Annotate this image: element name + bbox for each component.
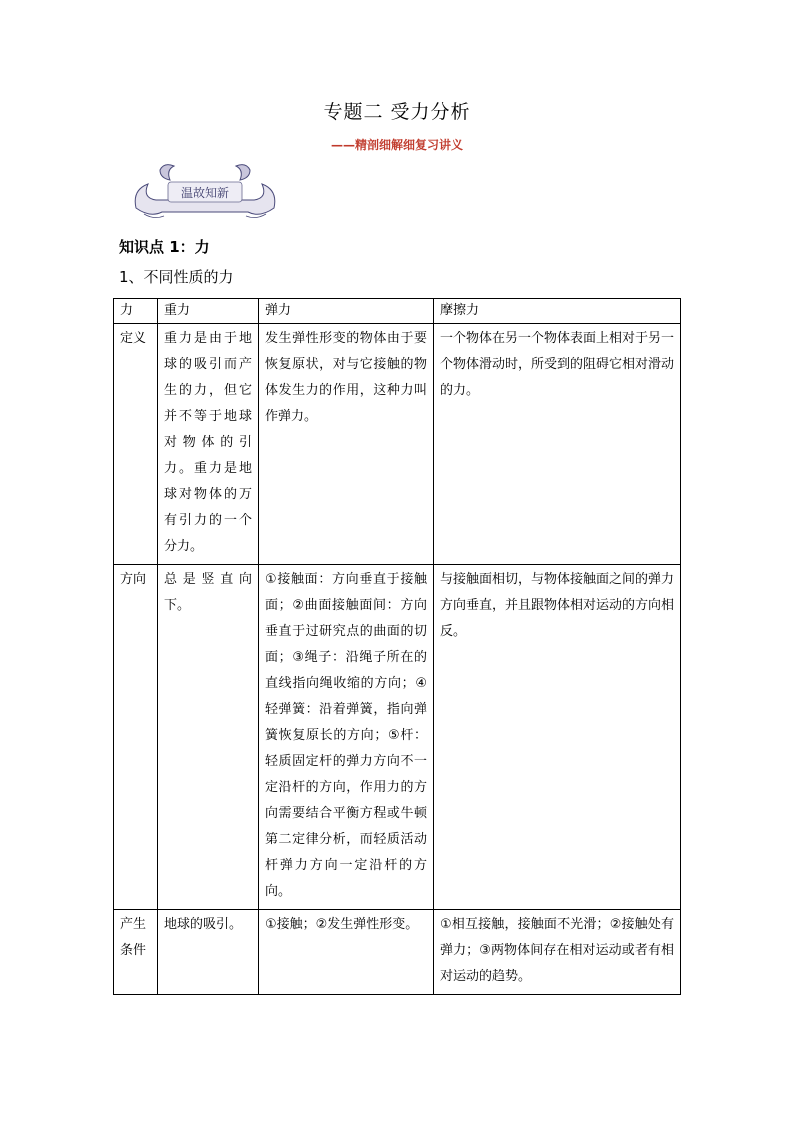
cell-gravity-direction: 总是竖直向下。 — [158, 565, 259, 910]
table-row-definition — [114, 324, 681, 565]
section-heading: 知识点 1：力 — [119, 238, 210, 256]
table-row-conditions — [114, 910, 681, 995]
header-friction: 摩擦力 — [434, 299, 681, 324]
row-label-conditions: 产生条件 — [114, 910, 158, 995]
cell-gravity-conditions: 地球的吸引。 — [158, 910, 259, 995]
header-elastic: 弹力 — [259, 299, 434, 324]
cell-friction-conditions: ①相互接触，接触面不光滑；②接触处有弹力；③两物体间存在相对运动或者有相对运动的趋势。 — [434, 910, 681, 995]
forces-table — [113, 298, 681, 995]
cell-gravity-definition: 重力是由于地球的吸引而产生的力，但它并不等于地球对物体的引力。重力是地球对物体的万有引力的一个分力。 — [158, 324, 259, 565]
svg-text:温故知新: 温故知新 — [180, 186, 230, 200]
cell-elastic-definition: 发生弹性形变的物体由于要恢复原状，对与它接触的物体发生力的作用，这种力叫作弹力。 — [259, 324, 434, 565]
page-subtitle: ——精剖细解细复习讲义 — [330, 138, 463, 152]
cell-friction-direction: 与接触面相切，与物体接触面之间的弹力方向垂直，并且跟物体相对运动的方向相反。 — [434, 565, 681, 910]
subsection-heading: 1、不同性质的力 — [119, 268, 234, 286]
header-force: 力 — [114, 299, 158, 324]
page-title: 专题二 受力分析 — [323, 101, 471, 123]
row-label-definition: 定义 — [114, 324, 158, 565]
review-banner-logo — [130, 160, 280, 222]
row-label-direction: 方向 — [114, 565, 158, 910]
cell-elastic-conditions: ①接触；②发生弹性形变。 — [259, 910, 434, 995]
cell-friction-definition: 一个物体在另一个物体表面上相对于另一个物体滑动时，所受到的阻碍它相对滑动的力。 — [434, 324, 681, 565]
table-header-row — [114, 299, 681, 324]
table-row-direction — [114, 565, 681, 910]
cell-elastic-direction: ①接触面：方向垂直于接触面；②曲面接触面间：方向垂直于过研究点的曲面的切面；③绳子：沿绳子所在的直线指向绳收缩的方向；④轻弹簧：沿着弹簧，指向弹簧恢复原长的方向；⑤杆：轻质固定杆的弹力方向不一定沿杆的方向，作用力的方向需要结合平衡方程或牛顿第二定律分析，而轻质活动杆弹力方向一定沿杆的方向。 — [259, 565, 434, 910]
header-gravity: 重力 — [158, 299, 259, 324]
